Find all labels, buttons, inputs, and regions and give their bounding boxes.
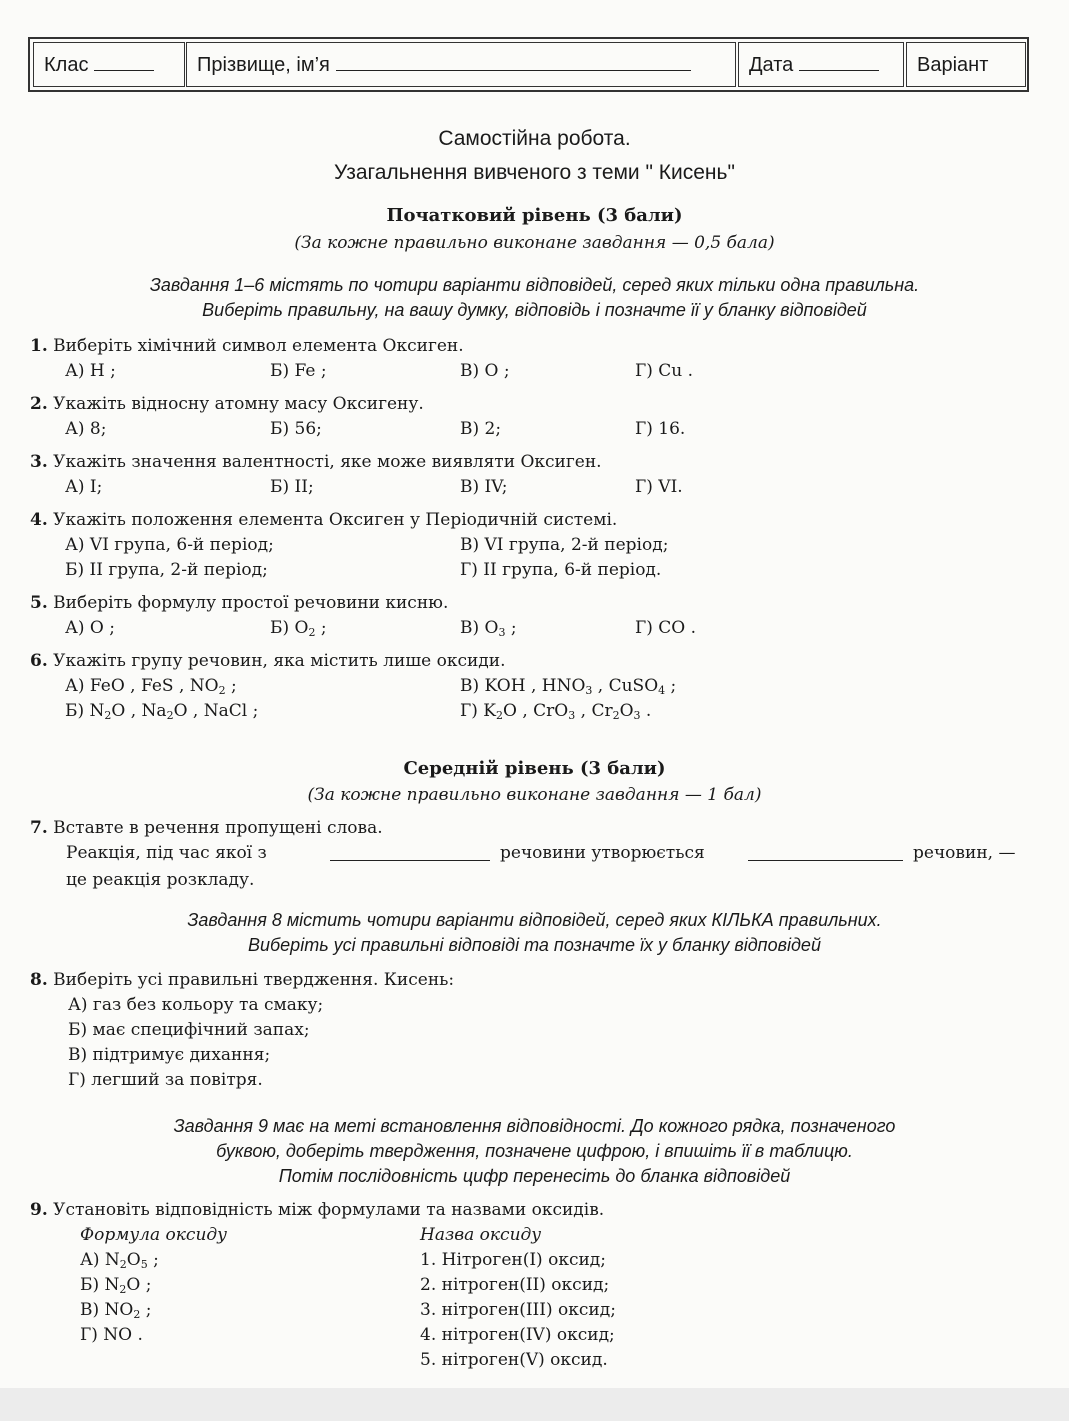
q1-option-d[interactable]: Г) Cu . (635, 361, 694, 381)
question-8: 8. Виберіть усі правильні твердження. Кисень: (30, 970, 455, 990)
q3-option-b[interactable]: Б) II; (270, 477, 314, 497)
level1-title: Початковий рівень (3 бали) (386, 205, 683, 226)
question-9: 9. Установіть відповідність між формулами та назвами оксидів. (30, 1200, 605, 1220)
header-box (28, 37, 1029, 92)
q9-formula-a: А) $N_2O_5$ ; (80, 1250, 159, 1271)
question-4: 4. Укажіть положення елемента Оксиген у Періодичній системі. (30, 510, 618, 530)
q7-sentence-part-2: речовини утворюється (500, 843, 705, 863)
q9-formula-d: Г) NO . (80, 1325, 143, 1345)
q9-column-formula-header: Формула оксиду (80, 1225, 228, 1245)
q4-option-d[interactable]: Г) II група, 6-й період. (460, 560, 662, 580)
question-3: 3. Укажіть значення валентності, яке може виявляти Оксиген. (30, 452, 602, 472)
page-bottom-bar (0, 1388, 1069, 1421)
q8-option-b[interactable]: Б) має специфічний запах; (68, 1020, 310, 1040)
q3-option-a[interactable]: А) I; (65, 477, 103, 497)
q7-sentence-part-3: речовин, — (913, 843, 1016, 863)
q2-option-d[interactable]: Г) 16. (635, 419, 686, 439)
date-blank[interactable] (799, 50, 879, 71)
q6-option-c[interactable]: В) KOH , $HNO_3$ , CuSO$_4$ ; (460, 676, 677, 697)
question-7-text: Вставте в речення пропущені слова. (53, 818, 383, 838)
q9-formula-c: В) $NO_2$ ; (80, 1300, 152, 1321)
q9-name-3: 3. нітроген(III) оксид; (420, 1300, 616, 1320)
question-6-text: Укажіть групу речовин, яка містить лише оксиди. (53, 651, 506, 671)
q2-option-a[interactable]: А) 8; (65, 419, 107, 439)
q9-name-5: 5. нітроген(V) оксид. (420, 1350, 608, 1370)
q7-blank-1[interactable] (330, 860, 490, 861)
date-label: Дата (749, 54, 794, 76)
q9-formula-b: Б) $N_2O$ ; (80, 1275, 152, 1296)
question-4-text: Укажіть положення елемента Оксиген у Періодичній системі. (53, 510, 618, 530)
level1-instruction-2: Виберіть правильну, на вашу думку, відповідь і позначте її у бланку відповідей (202, 300, 867, 320)
name-blank[interactable] (336, 50, 691, 71)
question-2-text: Укажіть відносну атомну масу Оксигену. (53, 394, 424, 414)
question-7: 7. Вставте в речення пропущені слова. (30, 818, 383, 838)
name-label: Прізвище, ім’я (197, 54, 330, 76)
question-9-text: Установіть відповідність між формулами та назвами оксидів. (53, 1200, 605, 1220)
date-field[interactable] (738, 42, 904, 87)
q5-option-a[interactable]: А) O ; (65, 618, 115, 638)
q9-name-2: 2. нітроген(II) оксид; (420, 1275, 610, 1295)
q6-option-a[interactable]: А) FeO , FeS , $NO_2$ ; (65, 676, 237, 697)
instruction-9-line-2: буквою, доберіть твердження, позначене цифрою, і впишіть її в таблицю. (216, 1141, 853, 1161)
variant-label: Варіант (917, 54, 989, 76)
question-5: 5. Виберіть формулу простої речовини кисню. (30, 593, 449, 613)
q1-option-c[interactable]: В) O ; (460, 361, 510, 381)
name-field[interactable] (186, 42, 736, 87)
q6-option-d[interactable]: Г) $K_2O$ , CrO$_3$ , $Cr_2O_3$ . (460, 701, 652, 722)
q3-option-c[interactable]: В) IV; (460, 477, 508, 497)
instruction-8-line-1: Завдання 8 містить чотири варіанти відповідей, серед яких КІЛЬКА правильних. (187, 910, 882, 930)
q4-option-a[interactable]: А) VI група, 6-й період; (65, 535, 274, 555)
class-blank[interactable] (94, 50, 154, 71)
page-subtitle: Узагальнення вивченого з теми " Кисень" (334, 161, 735, 184)
question-6: 6. Укажіть групу речовин, яка містить лише оксиди. (30, 651, 506, 671)
q5-option-b[interactable]: Б) $O_2$ ; (270, 618, 327, 639)
q7-sentence-part-4: це реакція розкладу. (66, 870, 255, 890)
q5-option-d[interactable]: Г) CO . (635, 618, 697, 638)
q9-name-1: 1. Нітроген(I) оксид; (420, 1250, 606, 1270)
level2-title: Середній рівень (3 бали) (403, 758, 666, 779)
variant-field[interactable] (906, 42, 1026, 87)
q1-option-b[interactable]: Б) Fe ; (270, 361, 327, 381)
instruction-8-line-2: Виберіть усі правильні відповіді та позначте їх у бланку відповідей (248, 935, 821, 955)
instruction-9-line-3: Потім послідовність цифр перенесіть до бланка відповідей (278, 1166, 791, 1186)
page-title: Самостійна робота. (438, 127, 631, 150)
q7-sentence-part-1: Реакція, під час якої з (66, 843, 267, 863)
q9-column-name-header: Назва оксиду (420, 1225, 542, 1245)
class-field[interactable] (33, 42, 185, 87)
level1-instruction-1: Завдання 1–6 містять по чотири варіанти відповідей, серед яких тільки одна правильна. (149, 275, 920, 295)
q3-option-d[interactable]: Г) VI. (635, 477, 683, 497)
q4-option-b[interactable]: Б) II група, 2-й період; (65, 560, 268, 580)
question-2: 2. Укажіть відносну атомну масу Оксигену. (30, 394, 424, 414)
q8-option-d[interactable]: Г) легший за повітря. (68, 1070, 263, 1090)
question-1: 1. Виберіть хімічний символ елемента Оксиген. (30, 336, 464, 356)
q8-option-c[interactable]: В) підтримує дихання; (68, 1045, 271, 1065)
question-3-text: Укажіть значення валентності, яке може виявляти Оксиген. (53, 452, 602, 472)
q2-option-c[interactable]: В) 2; (460, 419, 502, 439)
question-1-text: Виберіть хімічний символ елемента Оксиген. (53, 336, 464, 356)
level2-subtitle: (За кожне правильно виконане завдання — 1 бал) (307, 785, 762, 805)
question-5-text: Виберіть формулу простої речовини кисню. (53, 593, 449, 613)
question-8-text: Виберіть усі правильні твердження. Кисень: (53, 970, 455, 990)
instruction-9-line-1: Завдання 9 має на меті встановлення відповідності. До кожного рядка, позначеного (173, 1116, 896, 1136)
q8-option-a[interactable]: А) газ без кольору та смаку; (68, 995, 324, 1015)
q5-option-c[interactable]: В) $O_3$ ; (460, 618, 517, 639)
q7-blank-2[interactable] (748, 860, 903, 861)
class-label: Клас (44, 54, 89, 76)
q9-name-4: 4. нітроген(IV) оксид; (420, 1325, 615, 1345)
q2-option-b[interactable]: Б) 56; (270, 419, 322, 439)
q4-option-c[interactable]: В) VI група, 2-й період; (460, 535, 669, 555)
q6-option-b[interactable]: Б) $N_2O$ , $Na_2O$ , NaCl ; (65, 701, 259, 722)
q1-option-a[interactable]: А) Н ; (65, 361, 116, 381)
level1-subtitle: (За кожне правильно виконане завдання — 0,5 бала) (294, 233, 775, 253)
